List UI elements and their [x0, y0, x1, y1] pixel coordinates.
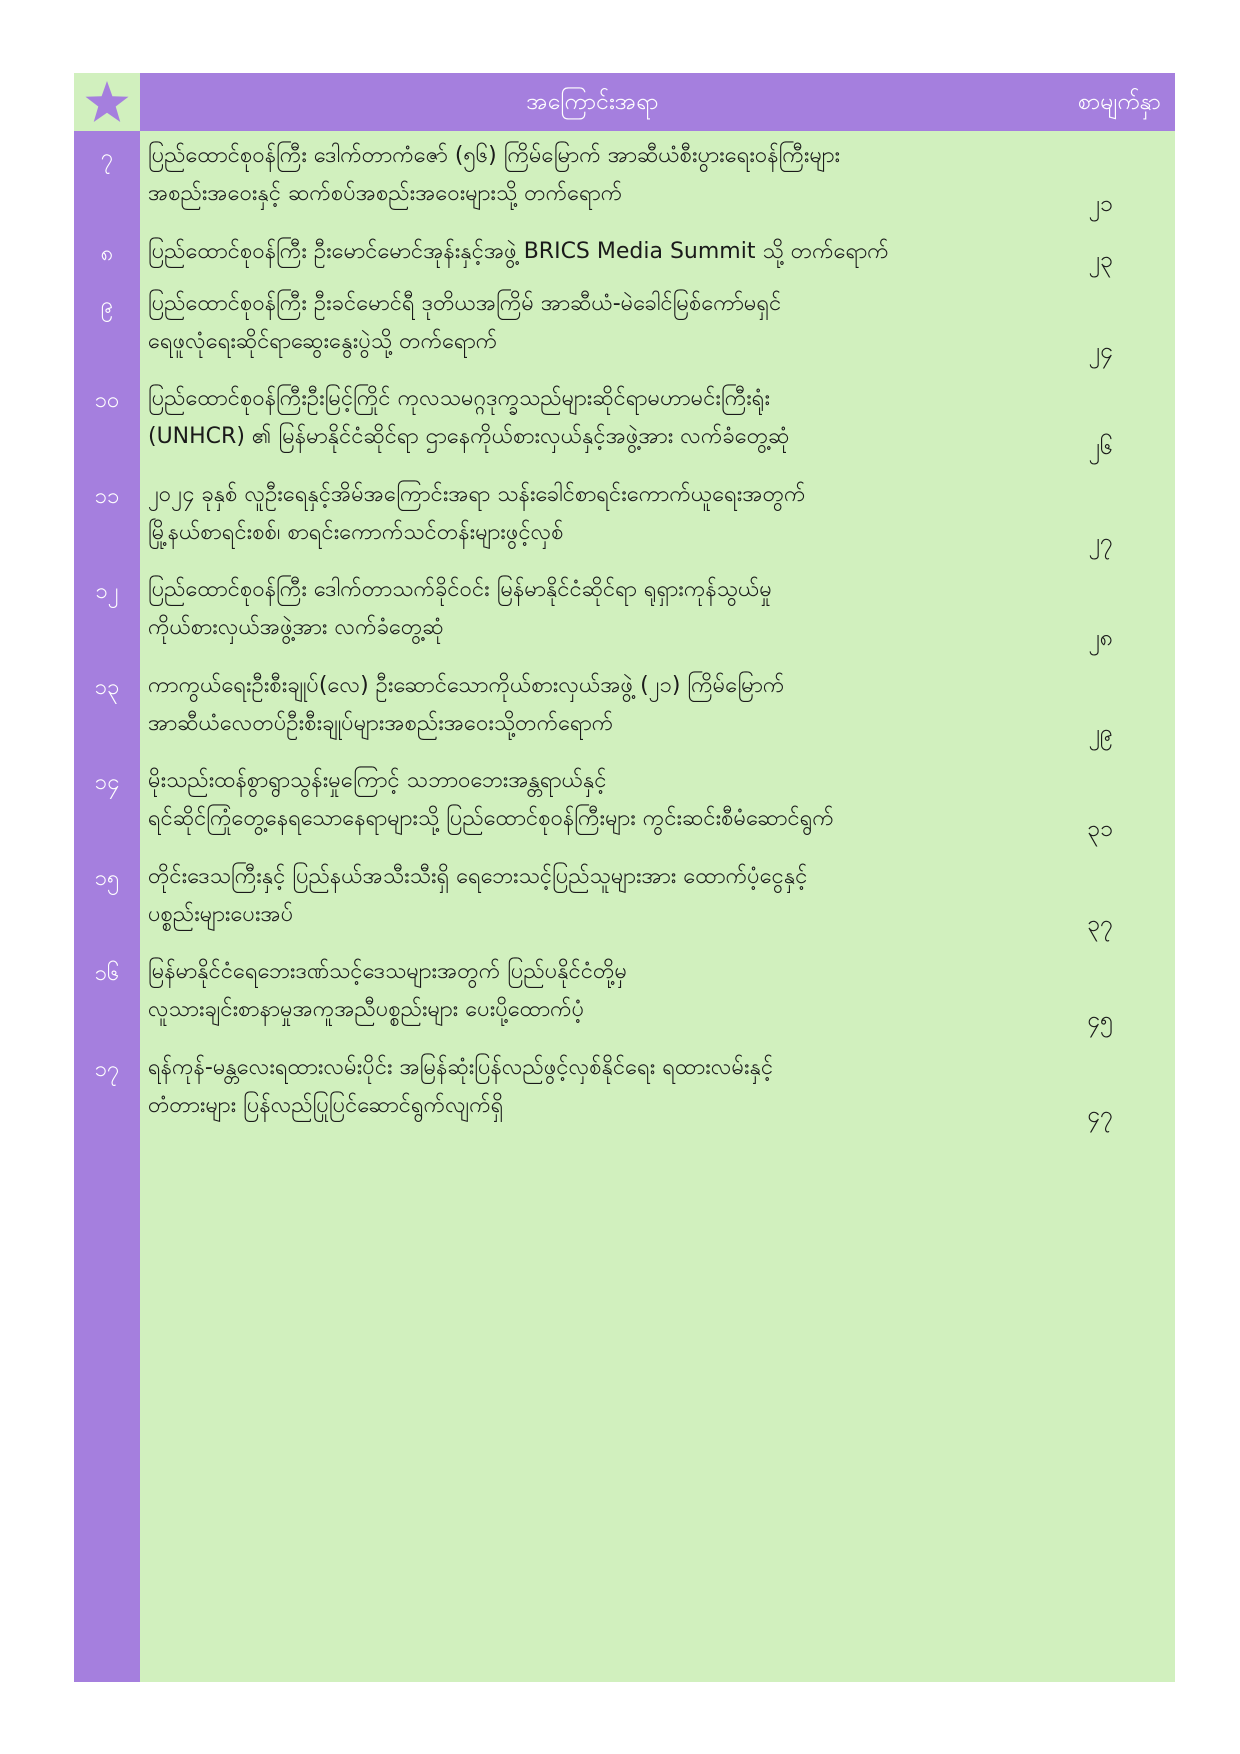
row-title-line: အာဆီယံလေတပ်ဦးစီးချုပ်များအစည်းအဝေးသို့တက်ရောက်	[148, 710, 614, 736]
row-number: ၁၅	[94, 865, 120, 891]
row-number: ၈	[100, 240, 114, 266]
toc-row[interactable]	[74, 135, 1175, 231]
row-title	[148, 762, 1025, 838]
toc-row[interactable]	[74, 951, 1175, 1047]
row-title	[148, 571, 1025, 647]
row-title-line: အစည်းအဝေးနှင့် ဆက်စပ်အစည်းအဝေးများသို့ တက်ရောက်	[148, 181, 623, 206]
row-title	[148, 858, 1025, 934]
header-title: အကြောင်းအရာ	[526, 89, 659, 115]
row-title	[148, 137, 1025, 213]
row-title-line: ရန်ကုန်-မန္တလေးရထားလမ်းပိုင်း အမြန်ဆုံးပြန်လည်ဖွင့်လှစ်နိုင်ရေး ရထားလမ်းနှင့်	[148, 1054, 774, 1080]
row-title-line: ကိုယ်စားလှယ်အဖွဲ့အား လက်ခံတွေ့ဆုံ	[148, 615, 444, 640]
toc-header	[74, 73, 1175, 131]
row-title-line: ပြည်ထောင်စုဝန်ကြီးဦးမြင့်ကြိုင် ကုလသမဂ္ဂဒုက္ခသည်များဆိုင်ရာမဟာမင်းကြီးရုံး	[148, 386, 771, 411]
row-page-number: ၂၄	[1088, 338, 1113, 364]
row-title	[148, 476, 1025, 552]
toc-row[interactable]	[74, 760, 1175, 856]
row-title	[148, 380, 1025, 456]
row-number: ၁၄	[94, 770, 120, 795]
star-cell	[74, 73, 140, 131]
row-title-line: ပြည်ထောင်စုဝန်ကြီး ဒေါက်တာကံဇော် (၅၆) ကြိမ်မြောက် အာဆီယံစီးပွားရေးဝန်ကြီးများ	[148, 143, 841, 168]
row-title-line: ပြည်ထောင်စုဝန်ကြီး ဒေါက်တာသက်ခိုင်ဝင်း မြန်မာနိုင်ငံဆိုင်ရာ ရုရှားကုန်သွယ်မှု	[148, 577, 772, 602]
toc-row[interactable]	[74, 283, 1175, 379]
row-title-line: ရေဖူလုံရေးဆိုင်ရာဆွေးနွေးပွဲသို့ တက်ရောက်	[148, 328, 498, 354]
row-title-line: ပြည်ထောင်စုဝန်ကြီး ဦးခင်မောင်ရီ ဒုတိယအကြိမ် အာဆီယံ-မဲခေါင်မြစ်ကော်မရှင်	[148, 290, 782, 316]
row-title	[148, 233, 1025, 271]
row-page-number: ၂၃	[1088, 246, 1113, 273]
row-title-line: ပစ္စည်းများပေးအပ်	[148, 901, 294, 927]
row-number: ၁၀	[94, 388, 120, 413]
row-title-line: မြန်မာနိုင်ငံရေဘေးဒဏ်သင့်ဒေသများအတွက် ပြည်ပနိုင်ငံတို့မှ	[148, 959, 628, 984]
row-number: ၁၂	[95, 579, 119, 604]
row-number: ၁၇	[94, 1056, 120, 1082]
header-page-label: စာမျက်နှာ	[1077, 89, 1161, 115]
row-title-line: ၂၀၂၄ ခုနှစ် လူဦးရေနှင့်အိမ်အကြောင်းအရာ သန်းခေါင်စာရင်းကောက်ယူရေးအတွက်	[148, 481, 806, 507]
toc-list	[74, 135, 1175, 1142]
row-page-number: ၂၇	[1088, 529, 1113, 555]
row-page-number: ၄၇	[1087, 1102, 1113, 1128]
row-title-line: မြို့နယ်စာရင်းစစ်၊ စာရင်းကောက်သင်တန်းများဖွင့်လှစ်	[148, 519, 564, 545]
row-title-line: မိုးသည်းထန်စွာရွာသွန်းမှုကြောင့် သဘာဝဘေးအန္တရာယ်နှင့်	[148, 768, 607, 793]
row-title-line: (UNHCR) ၏ မြန်မာနိုင်ငံဆိုင်ရာ ဌာနေကိုယ်စားလှယ်နှင့်အဖွဲ့အား လက်ခံတွေ့ဆုံ	[148, 424, 790, 449]
toc-row[interactable]	[74, 378, 1175, 474]
row-number: ၁၃	[94, 674, 120, 700]
toc-row[interactable]	[74, 474, 1175, 570]
row-number: ၁၁	[94, 483, 120, 509]
row-page-number: ၃၇	[1087, 911, 1113, 937]
row-number: ၇	[100, 145, 114, 170]
row-title-line: တိုင်းဒေသကြီးနှင့် ပြည်နယ်အသီးသီးရှိ ရေဘေးသင့်ပြည်သူများအား ထောက်ပံ့ငွေနှင့်	[148, 863, 808, 889]
row-title	[148, 285, 1025, 361]
toc-panel	[74, 73, 1175, 1682]
row-page-number: ၂၆	[1088, 433, 1113, 460]
toc-row[interactable]	[74, 665, 1175, 761]
toc-row[interactable]	[74, 231, 1175, 283]
row-number: ၉	[100, 292, 114, 318]
row-page-number: ၂၈	[1088, 624, 1113, 651]
row-title-line: လူသားချင်းစာနာမှုအကူအညီပစ္စည်းများ ပေးပို့ထောက်ပံ့	[148, 997, 585, 1022]
row-title	[148, 667, 1025, 743]
toc-row[interactable]	[74, 1047, 1175, 1143]
row-page-number: ၂၉	[1088, 720, 1113, 746]
row-title-line: ရင်ဆိုင်ကြုံတွေ့နေရသောနေရာများသို့ ပြည်ထောင်စုဝန်ကြီးများ ကွင်းဆင်းစီမံဆောင်ရွက်	[148, 806, 834, 831]
star-icon	[84, 80, 130, 124]
toc-row[interactable]	[74, 856, 1175, 952]
row-title-line: တံတားများ ပြန်လည်ပြုပြင်ဆောင်ရွက်လျက်ရှိ	[148, 1092, 504, 1118]
row-number: ၁၆	[94, 961, 120, 986]
row-page-number: ၄၅	[1087, 1006, 1113, 1033]
row-page-number: ၃၁	[1087, 815, 1113, 842]
row-title	[148, 1049, 1025, 1125]
row-title	[148, 953, 1025, 1029]
row-title-line: ပြည်ထောင်စုဝန်ကြီး ဦးမောင်မောင်အုန်းနှင့်အဖွဲ့ BRICS Media Summit သို့ တက်ရောက်	[148, 238, 889, 264]
toc-row[interactable]	[74, 569, 1175, 665]
row-title-line: ကာကွယ်ရေးဦးစီးချုပ်(လေ) ဦးဆောင်သောကိုယ်စားလှယ်အဖွဲ့ (၂၁) ကြိမ်မြောက်	[148, 672, 785, 698]
row-page-number: ၂၁	[1088, 190, 1113, 217]
